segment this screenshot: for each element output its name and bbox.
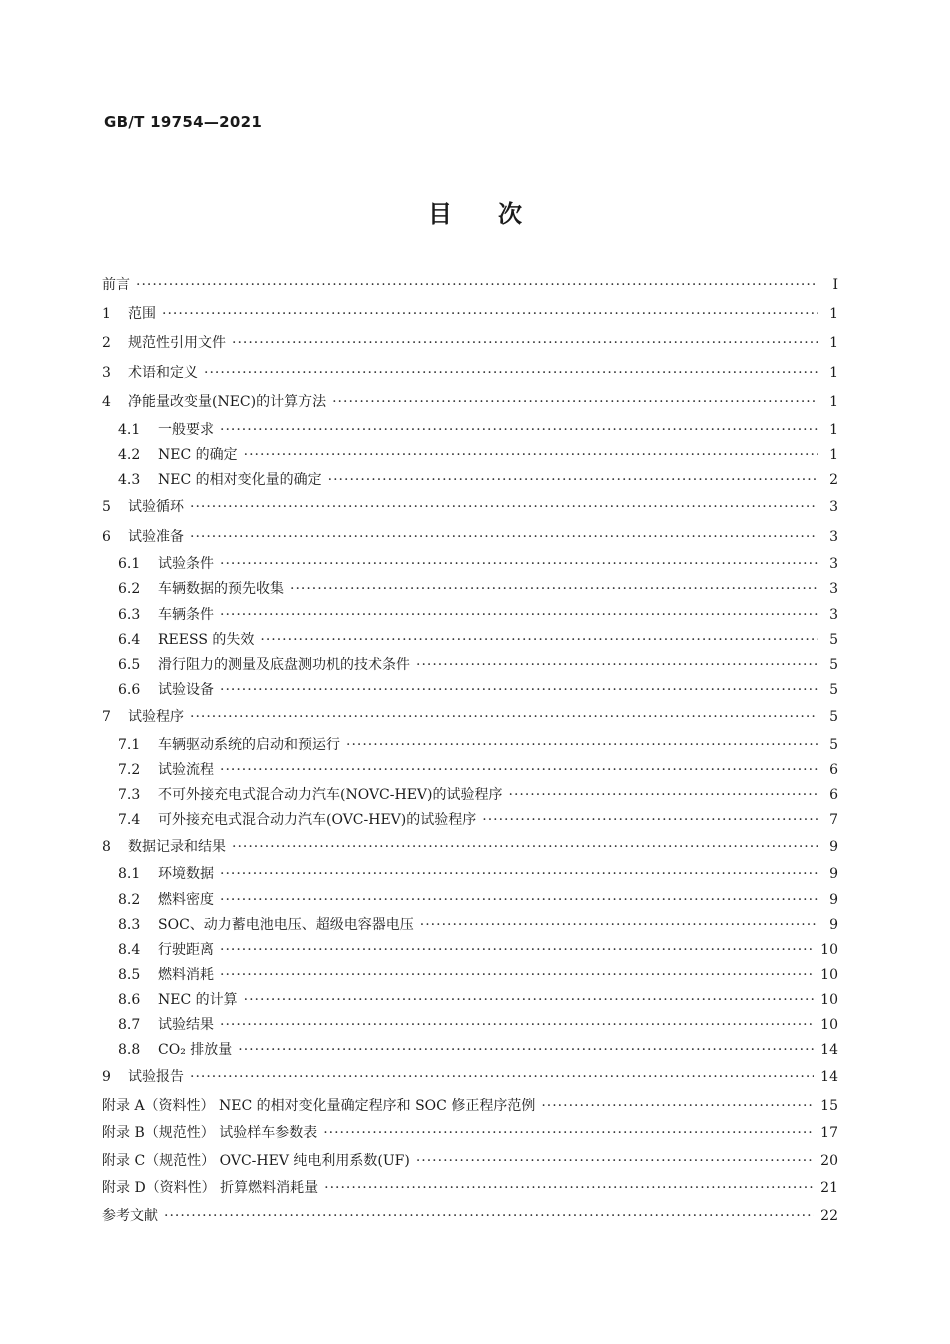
toc-entry-page: 20 xyxy=(820,1152,838,1169)
toc-entry-label: CO₂ 排放量 xyxy=(158,1042,233,1059)
toc-entry-label: 试验程序 xyxy=(128,708,184,725)
toc-entry-number: 6 xyxy=(102,528,111,545)
toc-entry-page: 9 xyxy=(829,838,838,855)
toc-entry-label: 附录 C（规范性） OVC-HEV 纯电利用系数(UF) xyxy=(102,1152,410,1169)
toc-entry[interactable] xyxy=(102,329,838,359)
toc-leader-dots xyxy=(541,1093,814,1121)
toc-entry-page: Ⅰ xyxy=(832,277,838,293)
toc-entry-number: 8.2 xyxy=(118,891,141,908)
toc-leader-dots xyxy=(190,493,818,523)
toc-entry[interactable] xyxy=(102,913,838,938)
toc-entry-number: 8.1 xyxy=(118,866,141,883)
toc-entry-number: 7.2 xyxy=(118,761,141,778)
toc-leader-dots xyxy=(482,808,818,833)
toc-entry[interactable] xyxy=(102,300,838,330)
toc-entry-number: 8.3 xyxy=(118,916,141,933)
toc-entry-label: NEC 的相对变化量的确定 xyxy=(158,472,322,489)
toc-leader-dots xyxy=(509,783,819,808)
toc-entry[interactable] xyxy=(102,1038,838,1063)
toc-leader-dots xyxy=(190,523,818,553)
toc-entry-number: 6.2 xyxy=(118,581,141,598)
toc-entry-label: NEC 的计算 xyxy=(158,991,238,1008)
toc-entry-page: 10 xyxy=(820,941,838,958)
toc-entry-page: 5 xyxy=(829,656,838,673)
toc-leader-dots xyxy=(204,359,818,389)
toc-entry-page: 10 xyxy=(820,1017,838,1034)
toc-leader-dots xyxy=(220,603,818,628)
toc-entry-page: 9 xyxy=(829,891,838,908)
toc-leader-dots xyxy=(220,938,814,963)
toc-entry-number: 7 xyxy=(102,708,111,725)
toc-entry-appendix[interactable] xyxy=(102,1175,838,1203)
toc-entry-label: NEC 的确定 xyxy=(158,446,238,463)
toc-entry-label: 附录 A（资料性） NEC 的相对变化量确定程序和 SOC 修正程序范例 xyxy=(102,1097,536,1114)
toc-entry-number: 5 xyxy=(102,499,111,516)
toc-leader-dots xyxy=(332,388,818,418)
toc-entry-page: 1 xyxy=(829,446,838,463)
toc-entry-page: 1 xyxy=(829,394,838,411)
toc-entry-label: SOC、动力蓄电池电压、超级电容器电压 xyxy=(158,916,414,933)
toc-entry[interactable] xyxy=(102,443,838,468)
toc-entry-label: 试验循环 xyxy=(128,499,184,516)
toc-leader-dots xyxy=(164,1203,814,1231)
toc-entry-page: 6 xyxy=(829,786,838,803)
toc-entry[interactable] xyxy=(102,1063,838,1093)
toc-entry-label: 净能量改变量(NEC)的计算方法 xyxy=(128,394,327,411)
toc-entry-number: 7.4 xyxy=(118,811,141,828)
toc-entry-number: 4.3 xyxy=(118,472,141,489)
toc-entry-number: 8.8 xyxy=(118,1042,141,1059)
toc-leader-dots xyxy=(244,443,818,468)
toc-leader-dots xyxy=(190,703,818,733)
toc-entry-label: 术语和定义 xyxy=(128,364,198,381)
toc-entry-label: 范围 xyxy=(128,305,156,322)
toc-entry[interactable] xyxy=(102,1203,838,1231)
toc-entry-label: 燃料消耗 xyxy=(158,966,214,983)
toc-entry-page: 14 xyxy=(820,1042,838,1059)
toc-entry-number: 9 xyxy=(102,1069,111,1086)
toc-entry-number: 8.5 xyxy=(118,966,141,983)
toc-entry-page: 14 xyxy=(820,1069,838,1086)
toc-entry[interactable] xyxy=(102,783,838,808)
toc-entry-label: REESS 的失效 xyxy=(158,631,255,648)
toc-leader-dots xyxy=(190,1063,814,1093)
toc-entry-number: 6.5 xyxy=(118,656,141,673)
toc-entry[interactable] xyxy=(102,468,838,493)
toc-entry-label: 车辆驱动系统的启动和预运行 xyxy=(158,736,340,753)
toc-leader-dots xyxy=(420,913,818,938)
toc-entry[interactable] xyxy=(102,388,838,418)
toc-entry-label: 车辆数据的预先收集 xyxy=(158,581,284,598)
toc-entry-label: 车辆条件 xyxy=(158,606,214,623)
toc-leader-dots xyxy=(290,577,818,602)
toc-leader-dots xyxy=(346,733,818,758)
toc-entry-page: 21 xyxy=(820,1180,838,1197)
toc-entry-label: 试验准备 xyxy=(128,528,184,545)
toc-entry-label: 不可外接充电式混合动力汽车(NOVC-HEV)的试验程序 xyxy=(158,786,503,803)
toc-leader-dots xyxy=(416,653,818,678)
toc-entry-label: 滑行阻力的测量及底盘测功机的技术条件 xyxy=(158,656,410,673)
toc-entry[interactable] xyxy=(102,577,838,602)
toc-entry[interactable] xyxy=(102,418,838,443)
toc-leader-dots xyxy=(162,300,818,330)
toc-entry-label: 试验条件 xyxy=(158,556,214,573)
toc-entry-number: 3 xyxy=(102,364,111,381)
toc-entry[interactable] xyxy=(102,808,838,833)
toc-entry-number: 7.1 xyxy=(118,736,141,753)
toc-leader-dots xyxy=(220,862,818,887)
toc-leader-dots xyxy=(232,833,818,863)
toc-entry[interactable] xyxy=(102,653,838,678)
toc-entry-page: 1 xyxy=(829,421,838,438)
toc-entry-page: 22 xyxy=(820,1207,838,1224)
toc-entry-number: 7.3 xyxy=(118,786,141,803)
toc-entry-page: 5 xyxy=(829,736,838,753)
toc-entry[interactable] xyxy=(102,988,838,1013)
toc-entry[interactable] xyxy=(102,359,838,389)
toc-entry[interactable] xyxy=(102,888,838,913)
toc-entry-page: 3 xyxy=(829,556,838,573)
toc-entry-page: 9 xyxy=(829,916,838,933)
toc-entry-number: 8.6 xyxy=(118,991,141,1008)
toc-entry[interactable] xyxy=(102,603,838,628)
toc-entry-page: 5 xyxy=(829,681,838,698)
toc-entry-number: 6.1 xyxy=(118,556,141,573)
toc-entry[interactable] xyxy=(102,862,838,887)
toc-entry-number: 6.4 xyxy=(118,631,141,648)
toc-entry-number: 2 xyxy=(102,335,111,352)
toc-entry-page: 1 xyxy=(829,335,838,352)
toc-entry-number: 4.1 xyxy=(118,421,141,438)
toc-leader-dots xyxy=(324,1175,814,1203)
toc-entry-label: 试验结果 xyxy=(158,1017,214,1034)
toc-entry[interactable] xyxy=(102,628,838,653)
toc-entry-page: 1 xyxy=(829,364,838,381)
toc-entry-number: 6.3 xyxy=(118,606,141,623)
toc-leader-dots xyxy=(323,1120,814,1148)
toc-entry-label: 试验流程 xyxy=(158,761,214,778)
toc-leader-dots xyxy=(244,988,815,1013)
toc-entry-page: 7 xyxy=(829,811,838,828)
toc-entry[interactable] xyxy=(102,963,838,988)
toc-entry-label: 燃料密度 xyxy=(158,891,214,908)
toc-leader-dots xyxy=(220,888,818,913)
toc-entry-label: 数据记录和结果 xyxy=(128,838,226,855)
toc-entry-page: 3 xyxy=(829,606,838,623)
toc-leader-dots xyxy=(220,963,814,988)
toc-leader-dots xyxy=(220,418,818,443)
toc-entry-label: 前言 xyxy=(102,277,130,293)
toc-entry[interactable] xyxy=(102,938,838,963)
toc-entry[interactable] xyxy=(102,678,838,703)
page-title: 目次 xyxy=(428,200,568,228)
toc-leader-dots xyxy=(328,468,818,493)
toc-entry-page: 3 xyxy=(829,528,838,545)
toc-entry-number: 6.6 xyxy=(118,681,141,698)
toc-leader-dots xyxy=(232,329,818,359)
toc-entry[interactable] xyxy=(102,703,838,733)
toc-entry-page: 2 xyxy=(829,472,838,489)
toc-entry[interactable] xyxy=(102,523,838,553)
toc-entry-number: 1 xyxy=(102,305,111,322)
toc-entry-page: 5 xyxy=(829,708,838,725)
toc-leader-dots xyxy=(136,272,818,300)
toc-entry-page: 10 xyxy=(820,991,838,1008)
toc-entry-number: 8.7 xyxy=(118,1017,141,1034)
toc-entry-appendix[interactable] xyxy=(102,1093,838,1121)
table-of-contents xyxy=(102,272,838,1230)
toc-leader-dots xyxy=(220,552,818,577)
toc-entry-appendix[interactable] xyxy=(102,1148,838,1176)
toc-entry[interactable] xyxy=(102,833,838,863)
toc-entry-number: 8.4 xyxy=(118,941,141,958)
toc-entry-number: 8 xyxy=(102,838,111,855)
toc-entry-number: 4.2 xyxy=(118,446,141,463)
toc-entry-label: 参考文献 xyxy=(102,1207,158,1224)
toc-entry[interactable] xyxy=(102,733,838,758)
toc-entry-page: 6 xyxy=(829,761,838,778)
toc-entry-label: 规范性引用文件 xyxy=(128,335,226,352)
toc-leader-dots xyxy=(220,758,818,783)
toc-entry[interactable] xyxy=(102,758,838,783)
toc-entry[interactable] xyxy=(102,552,838,577)
toc-entry-label: 试验报告 xyxy=(128,1069,184,1086)
toc-entry-page: 1 xyxy=(829,305,838,322)
toc-entry-label: 一般要求 xyxy=(158,421,214,438)
toc-entry-number: 4 xyxy=(102,394,111,411)
toc-entry-appendix[interactable] xyxy=(102,1120,838,1148)
toc-entry-page: 9 xyxy=(829,866,838,883)
toc-entry-label: 行驶距离 xyxy=(158,941,214,958)
toc-entry-page: 3 xyxy=(829,581,838,598)
toc-leader-dots xyxy=(220,678,818,703)
toc-entry-page: 3 xyxy=(829,499,838,516)
toc-entry-label: 附录 B（规范性） 试验样车参数表 xyxy=(102,1125,318,1142)
toc-entry[interactable] xyxy=(102,1013,838,1038)
toc-entry-label: 附录 D（资料性） 折算燃料消耗量 xyxy=(102,1180,319,1197)
toc-leader-dots xyxy=(416,1148,814,1176)
toc-leader-dots xyxy=(238,1038,814,1063)
document-standard-number: GB/T 19754—2021 xyxy=(104,113,263,131)
toc-entry-label: 试验设备 xyxy=(158,681,214,698)
toc-entry[interactable] xyxy=(102,272,838,300)
toc-leader-dots xyxy=(220,1013,814,1038)
toc-leader-dots xyxy=(260,628,818,653)
toc-entry-page: 10 xyxy=(820,966,838,983)
toc-entry-page: 17 xyxy=(820,1125,838,1142)
toc-entry[interactable] xyxy=(102,493,838,523)
toc-entry-label: 环境数据 xyxy=(158,866,214,883)
toc-entry-page: 5 xyxy=(829,631,838,648)
toc-entry-page: 15 xyxy=(820,1097,838,1114)
toc-entry-label: 可外接充电式混合动力汽车(OVC-HEV)的试验程序 xyxy=(158,811,477,828)
